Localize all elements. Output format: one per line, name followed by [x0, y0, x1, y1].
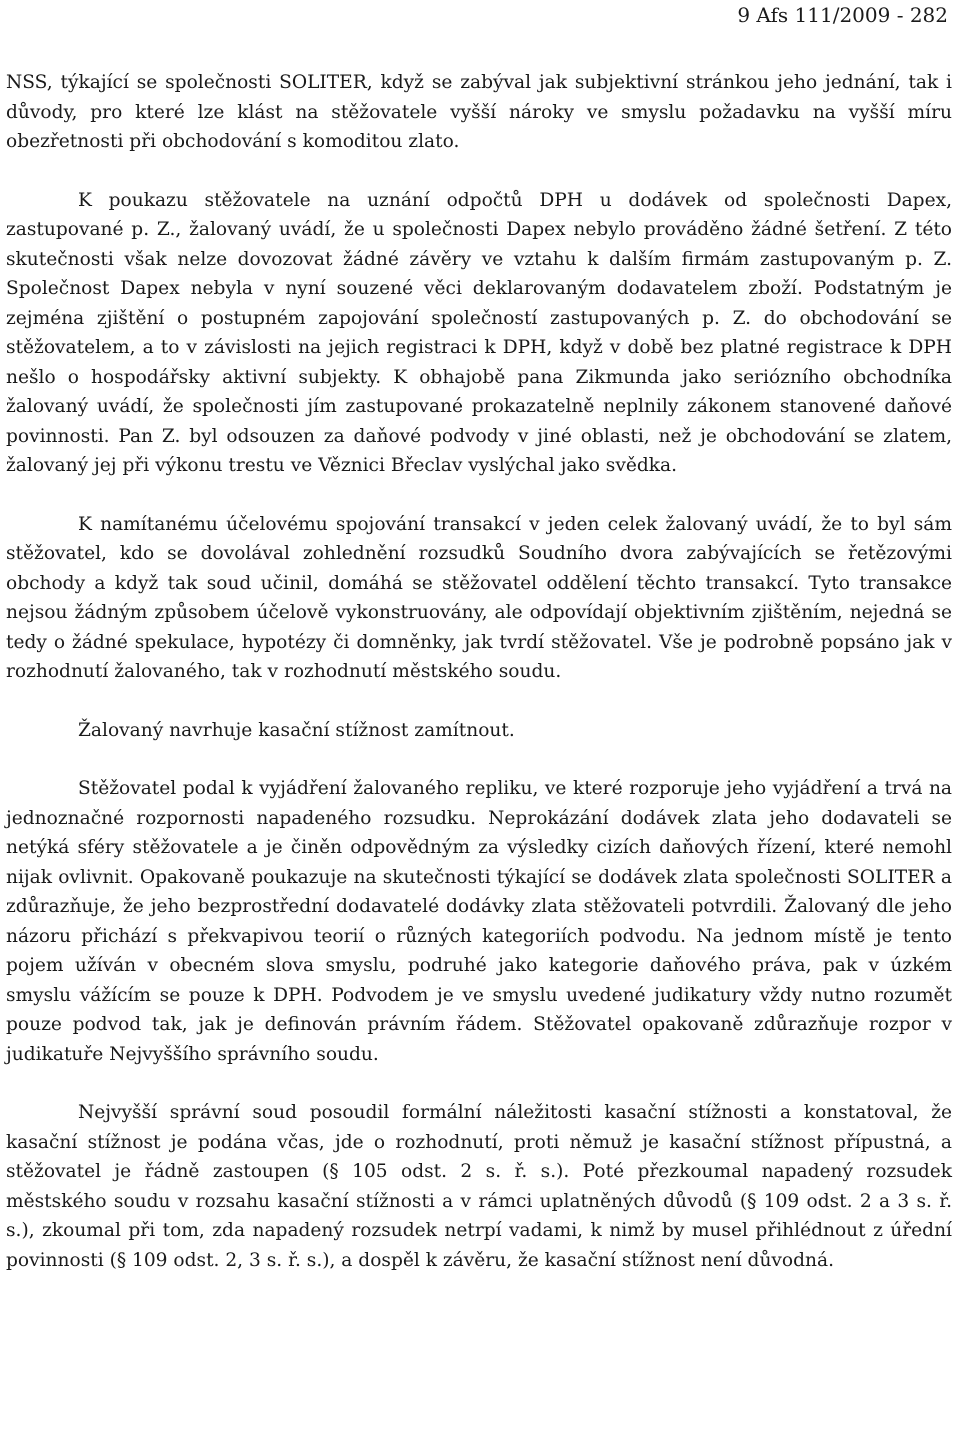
paragraph-gap [6, 745, 952, 774]
paragraph-continuation: NSS, týkající se společnosti SOLITER, když se zabýval jak subjektivní stránkou jeho jednání, tak i důvody, pro které lze klást na stěžovatele vyšší nároky ve smyslu požadavku na vyšší míru obezřetnosti při obchodování s komoditou zlato. [6, 72, 952, 152]
paragraph-gap [6, 481, 952, 510]
paragraph-proposal: Žalovaný navrhuje kasační stížnost zamítnout. [78, 719, 515, 741]
paragraph-reply: Stěžovatel podal k vyjádření žalovaného repliku, ve které rozporuje jeho vyjádření a trvá na jednoznačné rozpornosti napadeného rozsudku. Neprokázání dodávek zlata jeho dodavateli se netýká sféry stěžovatele a je činěn odpovědným za výsledky cizích daňových řízení, které nemohl nijak ovlivnit. Opakovaně poukazuje na skutečnosti týkající se dodávek zlata společnosti SOLITER a zdůrazňuje, že jeho bezprostřední dodavatelé dodávky zlata stěžovateli potvrdili. Žalovaný dle jeho názoru přichází s překvapivou teorií o různých kategoriích podvodu. Na jednom místě je tento pojem užíván v obecném slova smyslu, podruhé jako kategorie daňového práva, pak v úzkém smyslu vážícím se pouze k DPH. Podvodem je ve smyslu uvedené judikatury vždy nutno rozumět pouze podvod tak, jak je definován právním řádem. Stěžovatel opakovaně zdůrazňuje rozpor v judikatuře Nejvyššího správního soudu. [6, 778, 952, 1065]
paragraph-gap [6, 687, 952, 716]
paragraph-court-assessment: Nejvyšší správní soud posoudil formální náležitosti kasační stížnosti a konstatoval, že kasační stížnost je podána včas, jde o rozhodnutí, proti němuž je kasační stížnost přípustná, a stěžovatel je řádně zastoupen (§ 105 odst. 2 s. ř. s.). Poté přezkoumal napadený rozsudek městského soudu v rozsahu kasační stížnosti a v rámci uplatněných důvodů (§ 109 odst. 2 a 3 s. ř. s.), zkoumal při tom, zda napadený rozsudek netrpí vadami, k nimž by musel přihlédnout z úřední povinnosti (§ 109 odst. 2, 3 s. ř. s.), a dospěl k závěru, že kasační stížnost není důvodná. [6, 1102, 952, 1271]
paragraph-transactions: K namítanému účelovému spojování transakcí v jeden celek žalovaný uvádí, že to byl sám stěžovatel, kdo se dovolával zohlednění rozsudků Soudního dvora zabývajících se řetězovými obchody a když tak soud učinil, domáhá se stěžovatel oddělení těchto transakcí. Tyto transakce nejsou žádným způsobem účelově vykonstruovány, ale odpovídají objektivním zjištěním, nejedná se tedy o žádné spekulace, hypotézy či domněnky, jak tvrdí stěžovatel. Vše je podrobně popsáno jak v rozhodnutí žalovaného, tak v rozhodnutí městského soudu. [6, 513, 952, 682]
case-number-header: 9 Afs 111/2009 - 282 [737, 3, 948, 27]
paragraph-gap [6, 1069, 952, 1098]
paragraph-gap [6, 157, 952, 186]
paragraph-dapex: K poukazu stěžovatele na uznání odpočtů DPH u dodávek od společnosti Dapex, zastupované p. Z., žalovaný uvádí, že u společnosti Dapex nebylo prováděno žádné šetření. Z této skutečnosti však nelze dovozovat žádné závěry ve vztahu k dalším firmám zastupovaným p. Z. Společnost Dapex nebyla v nyní souzené věci deklarovaným dodavatelem zboží. Podstatným je zejména zjištění o postupném zapojování společností zastupovaných p. Z. do obchodování se stěžovatelem, a to v závislosti na jejich registraci k DPH, když v době bez platné registrace k DPH nešlo o hospodářsky aktivní subjekty. K obhajobě pana Zikmunda jako seriózního obchodníka žalovaný uvádí, že společnosti jím zastupované prokazatelně neplnily zákonem stanovené daňové povinnosti. Pan Z. byl odsouzen za daňové podvody v jiné oblasti, než je obchodování se zlatem, žalovaný jej při výkonu trestu ve Věznici Břeclav vyslýchal jako svědka. [6, 189, 952, 476]
